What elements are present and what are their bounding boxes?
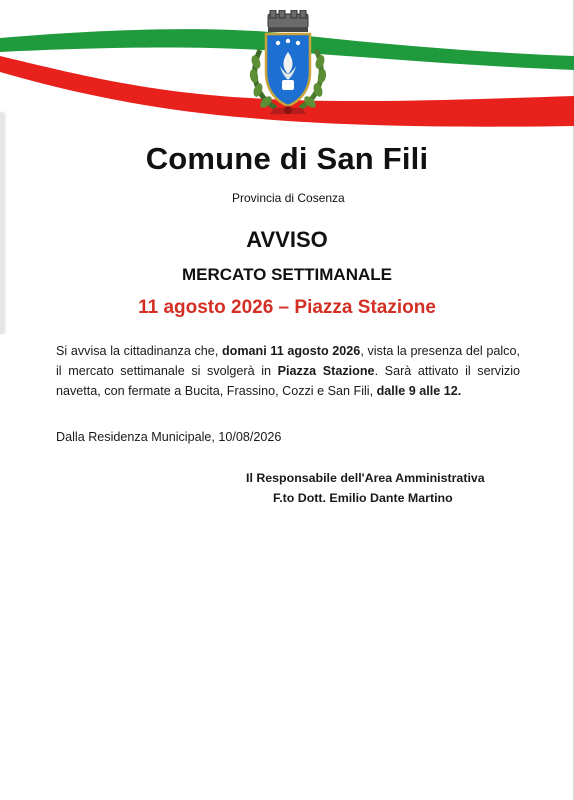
municipal-coat-of-arms-icon bbox=[246, 10, 330, 118]
page-title: Comune di San Fili bbox=[145, 141, 429, 176]
notice-body bbox=[56, 341, 520, 401]
notice-heading: AVVISO bbox=[246, 227, 328, 252]
province-label: Provincia di Cosenza bbox=[232, 191, 345, 205]
signature-role: Il Responsabile dell'Area Amministrativa bbox=[246, 471, 485, 485]
notice-subheading: MERCATO SETTIMANALE bbox=[182, 265, 392, 284]
body-text-3: . Sarà attivato il servizio navetta, con fermate a Bucita, Frassino, Cozzi e San Fili, bbox=[56, 364, 520, 398]
body-text-2: , vista la presenza del palco, il mercato settimanale si svolgerà in bbox=[56, 344, 520, 378]
body-bold-time: dalle 9 alle 12. bbox=[376, 384, 462, 398]
body-bold-place: Piazza Stazione bbox=[277, 364, 375, 378]
date-location-line: 11 agosto 2026 – Piazza Stazione bbox=[138, 297, 436, 318]
body-bold-date: domani 11 agosto 2026 bbox=[221, 344, 361, 358]
body-text-1: Si avvisa la cittadinanza che, bbox=[56, 344, 222, 358]
signature-name: F.to Dott. Emilio Dante Martino bbox=[273, 491, 453, 505]
place-date-line: Dalla Residenza Municipale, 10/08/2026 bbox=[56, 430, 282, 444]
